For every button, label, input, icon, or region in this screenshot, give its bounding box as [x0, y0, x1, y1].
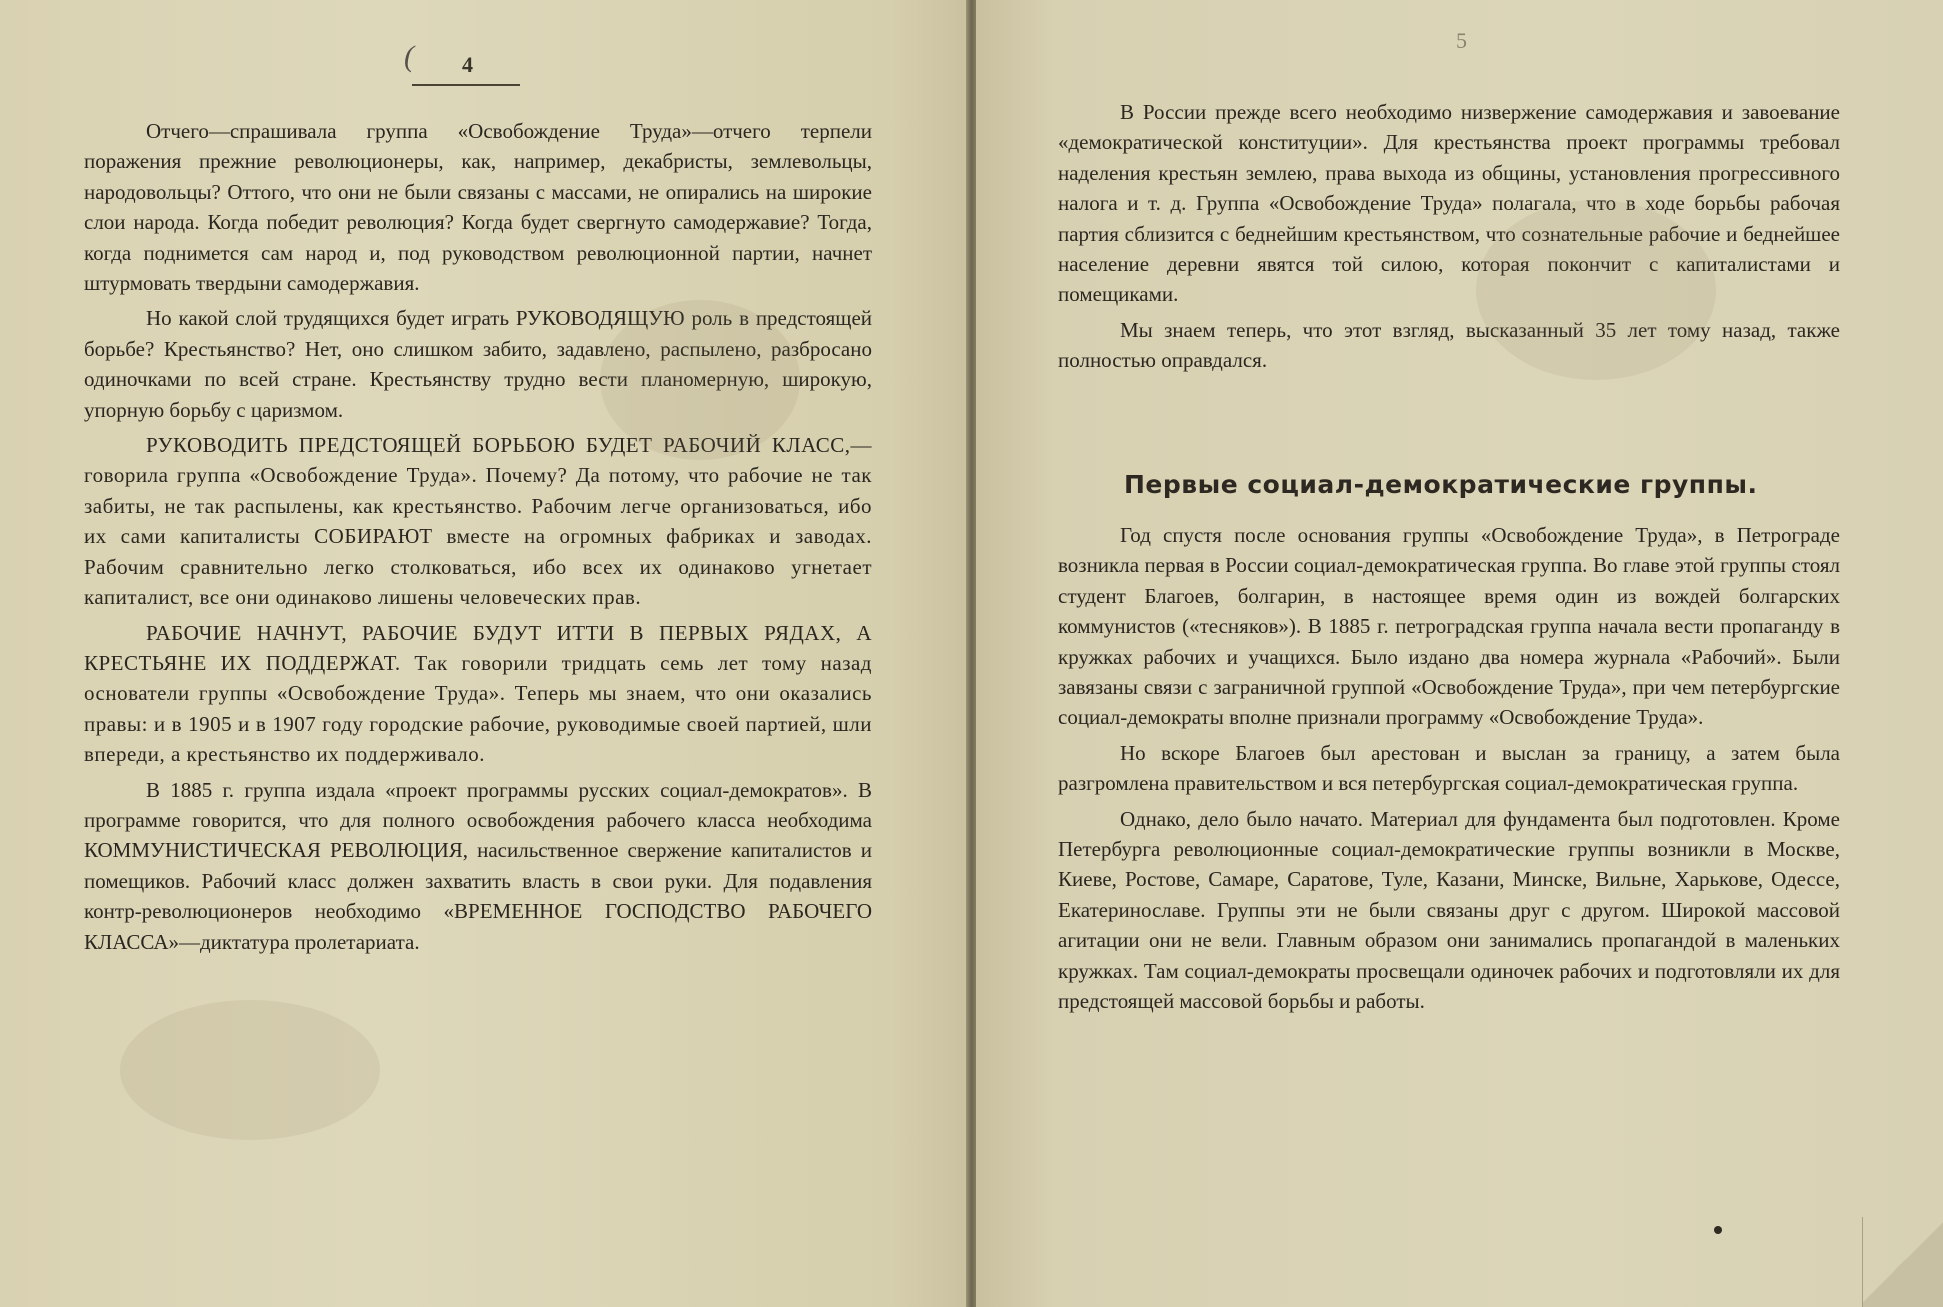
- paper-stain: [1476, 200, 1716, 380]
- paragraph: Но вскоре Благоев был арестован и выслан за границу, а затем была разгромлена правительством и вся петербургская социал-демократическая группа.: [1058, 740, 1840, 796]
- right-page: [976, 0, 1943, 1307]
- paragraph: Год спустя после основания группы «Освобождение Труда», в Петрограде возникла первая в России социал-демократическая группа. Во главе этой группы стоял студент Благоев, болгарин, в настоящее время один из вождей болгарских коммунистов («тесняков»). В 1885 г. петроградская группа начала вести пропаганду в кружках рабочих и учащихся. Было издано два номера журнала «Рабочий». Были завязаны связи с заграничной группой «Освобождение Труда», при чем петербургские социал-демократы вполне признали программу «Освобождение Труда».: [1058, 523, 1840, 730]
- page-number: 4: [462, 52, 473, 77]
- right-page-body-bottom: [1058, 520, 1840, 1022]
- paragraph: РУКОВОДИТЬ ПРЕДСТОЯЩЕЙ БОРЬБОЮ БУДЕТ РАБОЧИЙ КЛАСС,—говорила группа «Освобождение Труда». Почему? Да потому, что рабочие не так забиты, не так распылены, как крестьянство. Рабочим легче организоваться, ибо их сами капиталисты СОБИРАЮТ вместе на огромных фабриках и заводах. Рабочим сравнительно легко столковаться, ибо всех их одинаково угнетает капиталист, все они одинаково лишены человеческих прав.: [84, 433, 872, 610]
- page-number: 5: [1456, 28, 1467, 53]
- right-page-body-top: [1058, 97, 1840, 381]
- paragraph: РАБОЧИЕ НАЧНУТ, РАБОЧИЕ БУДУТ ИТТИ В ПЕРВЫХ РЯДАХ, А КРЕСТЬЯНЕ ИХ ПОДДЕРЖАТ. Так говорили тридцать семь лет тому назад основатели группы «Освобождение Труда». Теперь мы знаем, что они оказались правы: и в 1905 и в 1907 году городские рабочие, руководимые своей партией, шли впереди, а крестьянство их поддерживало.: [84, 620, 872, 767]
- paragraph: Но какой слой трудящихся будет играть РУКОВОДЯЩУЮ роль в предстоящей борьбе? Крестьянство? Нет, оно слишком забито, задавлено, распылено, разбросано одиночками по всей стране. Крестьянству трудно вести планомерную, широкую, упорную борьбу с царизмом.: [84, 306, 872, 422]
- pencil-mark: (: [404, 40, 414, 73]
- paper-stain: [120, 1000, 380, 1140]
- paper-stain: [600, 300, 800, 460]
- paragraph: В России прежде всего необходимо низвержение самодержавия и завоевание «демократической конституции». Для крестьянства проект программы требовал наделения крестьян землею, права выхода из общины, установления прогрессивного налога и т. д. Группа «Освобождение Труда» полагала, что в ходе борьбы рабочая партия сблизится с беднейшим крестьянством, что сознательные рабочие и беднейшее население деревни явятся той силою, которая покончит с капиталистами и помещиками.: [1058, 100, 1840, 307]
- page-corner-fold: [1862, 1217, 1943, 1307]
- paragraph: В 1885 г. группа издала «проект программы русских социал-демократов». В программе говорится, что для полного освобождения рабочего класса необходима КОММУНИСТИЧЕСКАЯ РЕВОЛЮЦИЯ, насильственное свержение капиталистов и помещиков. Рабочий класс должен захватить власть в свои руки. Для подавления контр-революционеров необходимо «ВРЕМЕННОЕ ГОСПОДСТВО РАБОЧЕГО КЛАССА»—диктатура пролетариата.: [84, 777, 872, 954]
- left-page: [0, 0, 968, 1307]
- ink-dot: [1714, 1226, 1722, 1234]
- left-page-body: [84, 116, 872, 962]
- paragraph: Отчего—спрашивала группа «Освобождение Труда»—отчего терпели поражения прежние революционеры, как, например, декабристы, землевольцы, народовольцы? Оттого, что они не были связаны с массами, не опирались на широкие слои народа. Когда победит революция? Когда будет свергнуто самодержавие? Тогда, когда поднимется сам народ и, под руководством революционной партии, начнет штурмовать твердыни самодержавия.: [84, 119, 872, 296]
- paragraph: Мы знаем теперь, что этот взгляд, высказанный 35 лет тому назад, также полностью оправдался.: [1058, 317, 1840, 373]
- paragraph: Однако, дело было начато. Материал для фундамента был подготовлен. Кроме Петербурга революционные социал-демократические группы возникли в Москве, Киеве, Ростове, Самаре, Саратове, Туле, Казани, Минске, Вильне, Харькове, Одессе, Екатеринославе. Группы эти не были связаны друг с другом. Широкой массовой агитации они не вели. Главным образом они занимались пропагандой в маленьких кружках. Там социал-демократы просвещали одиночек рабочих и подготовляли их для предстоящей массовой борьбы и работы.: [1058, 806, 1840, 1014]
- section-heading: Первые социал-демократические группы.: [1124, 470, 1758, 499]
- page-number-underline: [412, 84, 520, 86]
